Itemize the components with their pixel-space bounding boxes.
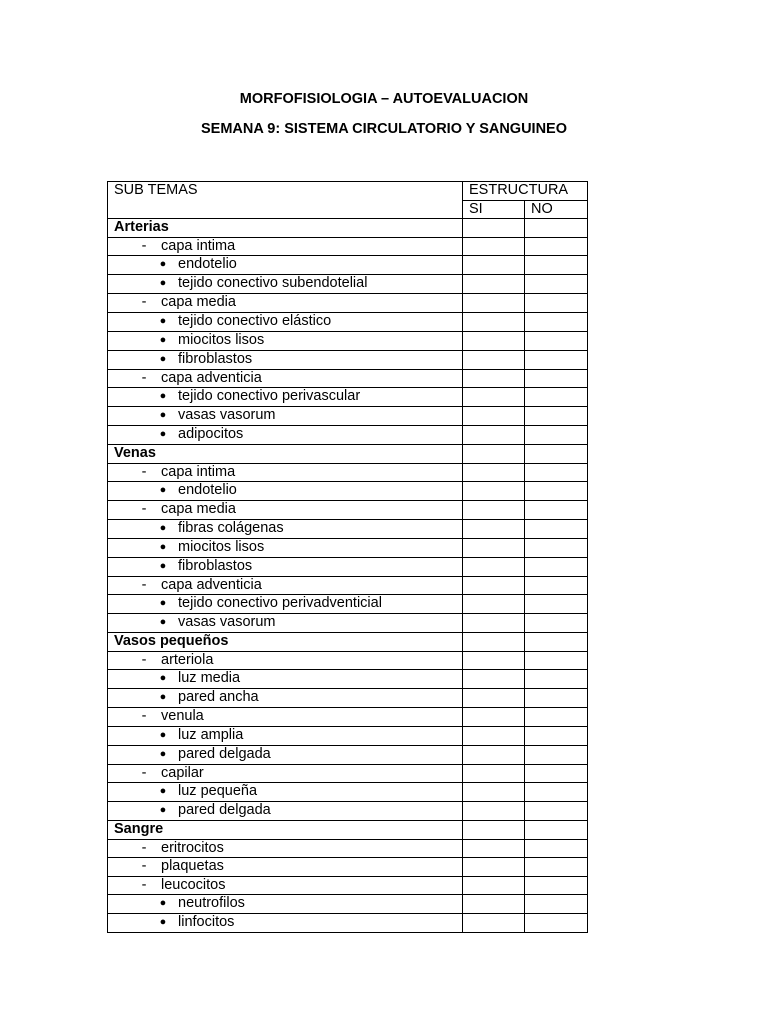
table-row [108,294,588,313]
si-checkbox-cell[interactable] [463,745,525,764]
subtopic-cell [108,764,463,783]
row-label: tejido conectivo perivascular [178,388,361,404]
no-checkbox-cell[interactable] [525,294,588,313]
no-checkbox-cell[interactable] [525,858,588,877]
si-checkbox-cell[interactable] [463,858,525,877]
subtopic-cell [108,614,463,633]
no-checkbox-cell[interactable] [525,519,588,538]
no-checkbox-cell[interactable] [525,783,588,802]
table-row [108,388,588,407]
table-row [108,463,588,482]
bullet-icon: ● [159,747,167,760]
no-checkbox-cell[interactable] [525,312,588,331]
subtopic-cell [108,294,463,313]
no-checkbox-cell[interactable] [525,350,588,369]
subtopic-cell [108,501,463,520]
no-checkbox-cell[interactable] [525,576,588,595]
dash-marker: - [141,501,147,517]
no-checkbox-cell[interactable] [525,708,588,727]
si-checkbox-cell[interactable] [463,294,525,313]
row-label: luz pequeña [178,783,258,799]
subtopic-cell [108,708,463,727]
row-label: adipocitos [178,426,244,442]
document-title: MORFOFISIOLOGIA – AUTOEVALUACION [239,91,529,107]
dash-marker: - [141,294,147,310]
bullet-icon: ● [159,390,167,402]
table-row [108,614,588,633]
row-label: pared ancha [178,689,259,705]
row-label: luz amplia [178,726,244,743]
table-row [108,651,588,670]
row-label: endotelio [178,482,237,498]
no-checkbox-cell[interactable] [525,670,588,689]
dash-marker: - [141,576,147,593]
table-row [108,633,588,652]
row-label: miocitos lisos [178,538,265,555]
row-label: capa media [161,501,236,517]
no-checkbox-cell[interactable] [525,219,588,238]
si-checkbox-cell[interactable] [463,557,525,576]
si-checkbox-cell[interactable] [463,764,525,783]
row-label: venula [161,708,204,724]
bullet-icon: ● [159,409,167,421]
no-checkbox-cell[interactable] [525,595,588,614]
subtopic-cell [108,463,463,482]
table-row [108,256,588,275]
subtopic-cell [108,802,463,821]
bullet-icon: ● [159,258,167,270]
subtopic-cell [108,689,463,708]
table-row [108,895,588,914]
row-label: capilar [161,764,204,781]
si-checkbox-cell[interactable] [463,538,525,557]
bullet-icon: ● [159,691,167,703]
dash-marker: - [141,876,147,893]
header-sub-temas: SUB TEMAS [108,182,463,219]
category-cell [108,633,463,652]
si-checkbox-cell[interactable] [463,369,525,388]
category-cell [108,219,463,238]
si-checkbox-cell[interactable] [463,821,525,840]
no-checkbox-cell[interactable] [525,821,588,840]
row-label: Vasos pequeños [114,633,229,649]
si-checkbox-cell[interactable] [463,407,525,426]
row-label: Sangre [114,821,164,837]
subtopic-cell [108,876,463,895]
dash-marker: - [141,708,147,724]
si-checkbox-cell[interactable] [463,633,525,652]
no-checkbox-cell[interactable] [525,445,588,464]
no-checkbox-cell[interactable] [525,407,588,426]
si-checkbox-cell[interactable] [463,519,525,538]
bullet-icon: ● [159,333,167,346]
dash-marker: - [141,463,147,480]
self-evaluation-table [107,181,588,933]
table-row [108,331,588,350]
si-checkbox-cell[interactable] [463,876,525,895]
dash-marker: - [141,764,147,781]
row-label: vasas vasorum [178,407,276,423]
si-checkbox-cell[interactable] [463,256,525,275]
si-checkbox-cell[interactable] [463,839,525,858]
si-checkbox-cell[interactable] [463,426,525,445]
no-checkbox-cell[interactable] [525,369,588,388]
row-label: endotelio [178,256,237,272]
subtopic-cell [108,275,463,294]
subtopic-cell [108,388,463,407]
si-checkbox-cell[interactable] [463,670,525,689]
no-checkbox-cell[interactable] [525,914,588,933]
si-checkbox-cell[interactable] [463,219,525,238]
table-row [108,275,588,294]
table-row [108,426,588,445]
table-row [108,369,588,388]
si-checkbox-cell[interactable] [463,689,525,708]
no-checkbox-cell[interactable] [525,726,588,745]
subtopic-cell [108,651,463,670]
table-row [108,312,588,331]
row-label: vasas vasorum [178,614,276,630]
row-label: eritrocitos [161,839,224,856]
si-checkbox-cell[interactable] [463,237,525,256]
category-cell [108,821,463,840]
si-checkbox-cell[interactable] [463,388,525,407]
table-row [108,914,588,933]
bullet-icon: ● [159,521,167,534]
table-row [108,482,588,501]
row-label: linfocitos [178,914,235,930]
subtopic-cell [108,312,463,331]
subtopic-cell [108,538,463,557]
subtopic-cell [108,256,463,275]
no-checkbox-cell[interactable] [525,651,588,670]
table-row [108,783,588,802]
bullet-icon: ● [159,785,167,797]
no-checkbox-cell[interactable] [525,482,588,501]
row-label: capa adventicia [161,369,262,386]
row-label: miocitos lisos [178,331,265,348]
table-row [108,237,588,256]
bullet-icon: ● [159,277,167,289]
subtopic-cell [108,426,463,445]
bullet-icon: ● [159,428,167,440]
row-label: neutrofilos [178,895,245,911]
si-checkbox-cell[interactable] [463,576,525,595]
row-label: capa media [161,294,236,310]
si-checkbox-cell[interactable] [463,651,525,670]
row-label: tejido conectivo subendotelial [178,275,368,291]
row-label: leucocitos [161,876,226,893]
no-checkbox-cell[interactable] [525,275,588,294]
subtopic-cell [108,726,463,745]
si-checkbox-cell[interactable] [463,312,525,331]
subtopic-cell [108,369,463,388]
si-checkbox-cell[interactable] [463,482,525,501]
no-checkbox-cell[interactable] [525,388,588,407]
row-label: tejido conectivo elástico [178,312,332,329]
si-checkbox-cell[interactable] [463,463,525,482]
si-checkbox-cell[interactable] [463,802,525,821]
table-row [108,745,588,764]
row-label: fibroblastos [178,350,253,367]
no-checkbox-cell[interactable] [525,764,588,783]
si-checkbox-cell[interactable] [463,914,525,933]
table-row [108,445,588,464]
header-si: SI [463,200,525,219]
row-label: pared delgada [178,802,271,818]
no-checkbox-cell[interactable] [525,463,588,482]
subtopic-cell [108,237,463,256]
table-row [108,670,588,689]
subtopic-cell [108,895,463,914]
row-label: luz media [178,670,241,686]
category-cell [108,445,463,464]
subtopic-cell [108,482,463,501]
si-checkbox-cell[interactable] [463,595,525,614]
no-checkbox-cell[interactable] [525,237,588,256]
row-label: plaquetas [161,858,224,874]
no-checkbox-cell[interactable] [525,745,588,764]
table-row [108,557,588,576]
si-checkbox-cell[interactable] [463,726,525,745]
bullet-icon: ● [159,616,167,628]
no-checkbox-cell[interactable] [525,256,588,275]
si-checkbox-cell[interactable] [463,350,525,369]
subtopic-cell [108,839,463,858]
subtopic-cell [108,407,463,426]
row-label: tejido conectivo perivadventicial [178,595,382,611]
subtopic-cell [108,595,463,614]
row-label: capa intima [161,237,236,254]
no-checkbox-cell[interactable] [525,426,588,445]
dash-marker: - [141,839,147,856]
table-row [108,876,588,895]
table-row [108,595,588,614]
subtopic-cell [108,331,463,350]
bullet-icon: ● [159,672,167,684]
table-row [108,576,588,595]
table-body [108,219,588,933]
dash-marker: - [141,237,147,254]
bullet-icon: ● [159,916,167,928]
table-row [108,802,588,821]
bullet-icon: ● [159,897,167,909]
no-checkbox-cell[interactable] [525,331,588,350]
no-checkbox-cell[interactable] [525,876,588,895]
table-row [108,538,588,557]
no-checkbox-cell[interactable] [525,557,588,576]
row-label: Arterias [114,219,169,235]
no-checkbox-cell[interactable] [525,501,588,520]
si-checkbox-cell[interactable] [463,614,525,633]
subtopic-cell [108,858,463,877]
table-row [108,839,588,858]
no-checkbox-cell[interactable] [525,614,588,633]
bullet-icon: ● [159,540,167,553]
no-checkbox-cell[interactable] [525,839,588,858]
si-checkbox-cell[interactable] [463,501,525,520]
document-subtitle: SEMANA 9: SISTEMA CIRCULATORIO Y SANGUINEO [200,121,568,137]
no-checkbox-cell[interactable] [525,538,588,557]
header-no: NO [525,200,588,219]
no-checkbox-cell[interactable] [525,802,588,821]
header-row [108,182,588,201]
table-row [108,764,588,783]
table-row [108,350,588,369]
dash-marker: - [141,858,147,874]
si-checkbox-cell[interactable] [463,331,525,350]
bullet-icon: ● [159,314,167,327]
row-label: Venas [114,445,156,461]
si-checkbox-cell[interactable] [463,708,525,727]
table-row [108,858,588,877]
bullet-icon: ● [159,352,167,365]
bullet-icon: ● [159,484,167,496]
bullet-icon: ● [159,597,167,609]
subtopic-cell [108,745,463,764]
table-row [108,821,588,840]
si-checkbox-cell[interactable] [463,783,525,802]
table-row [108,519,588,538]
bullet-icon: ● [159,804,167,816]
bullet-icon: ● [159,728,167,741]
dash-marker: - [141,369,147,386]
table-row [108,708,588,727]
table-row [108,726,588,745]
table-row [108,219,588,238]
row-label: capa intima [161,463,236,480]
subtopic-cell [108,519,463,538]
subtopic-cell [108,557,463,576]
subtopic-cell [108,670,463,689]
no-checkbox-cell[interactable] [525,895,588,914]
row-label: pared delgada [178,745,271,762]
no-checkbox-cell[interactable] [525,689,588,708]
si-checkbox-cell[interactable] [463,445,525,464]
table-row [108,407,588,426]
table-row [108,689,588,708]
dash-marker: - [141,651,147,668]
row-label: fibroblastos [178,557,253,574]
subtopic-cell [108,914,463,933]
subtopic-cell [108,783,463,802]
row-label: fibras colágenas [178,519,284,536]
header-estructura: ESTRUCTURA [463,182,588,201]
table-row [108,501,588,520]
no-checkbox-cell[interactable] [525,633,588,652]
row-label: capa adventicia [161,576,262,593]
subtopic-cell [108,350,463,369]
subtopic-cell [108,576,463,595]
si-checkbox-cell[interactable] [463,275,525,294]
si-checkbox-cell[interactable] [463,895,525,914]
row-label: arteriola [161,651,214,668]
bullet-icon: ● [159,559,167,572]
